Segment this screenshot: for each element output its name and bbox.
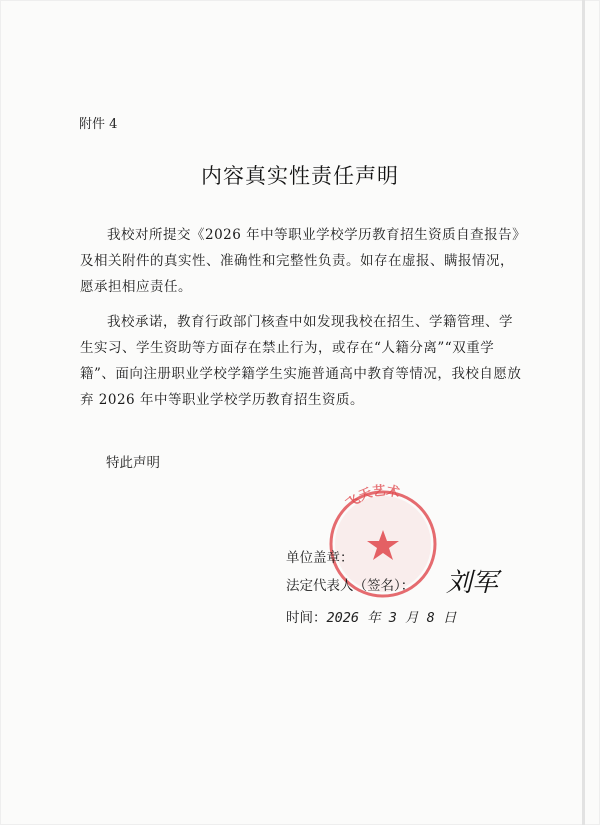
closing-statement: 特此声明: [106, 455, 160, 471]
date-label: 时间：: [286, 610, 327, 626]
svg-text:飞天艺术: 飞天艺术: [343, 483, 401, 512]
attachment-label: 附件 4: [79, 117, 118, 132]
page-title: 内容真实性责任声明: [201, 164, 399, 188]
legal-rep-label: 法定代表人（签名）：: [286, 578, 415, 594]
paragraph-1: 我校对所提交《2026 年中等职业学校学历教育招生资质自查报告》及相关附件的真实性、准确性和完整性负责。如存在虚报、瞒报情况，愿承担相应责任。: [80, 227, 520, 295]
date-line: [286, 606, 456, 626]
date-value: 2026 年 3 月 8 日: [326, 610, 457, 626]
legal-rep-signature: 刘军: [446, 568, 499, 598]
paragraph-2: 我校承诺，教育行政部门核查中如发现我校在招生、学籍管理、学生实习、学生资助等方面存在禁止行为，或存在“人籍分离”“双重学籍”、面向注册职业学校学籍学生实施普通高中教育等情况，我校自愿放弃 2026 年中等职业学校学历教育招生资质。: [80, 314, 522, 408]
unit-seal-label: 单位盖章：: [286, 550, 354, 566]
page-edge: [582, 0, 585, 825]
